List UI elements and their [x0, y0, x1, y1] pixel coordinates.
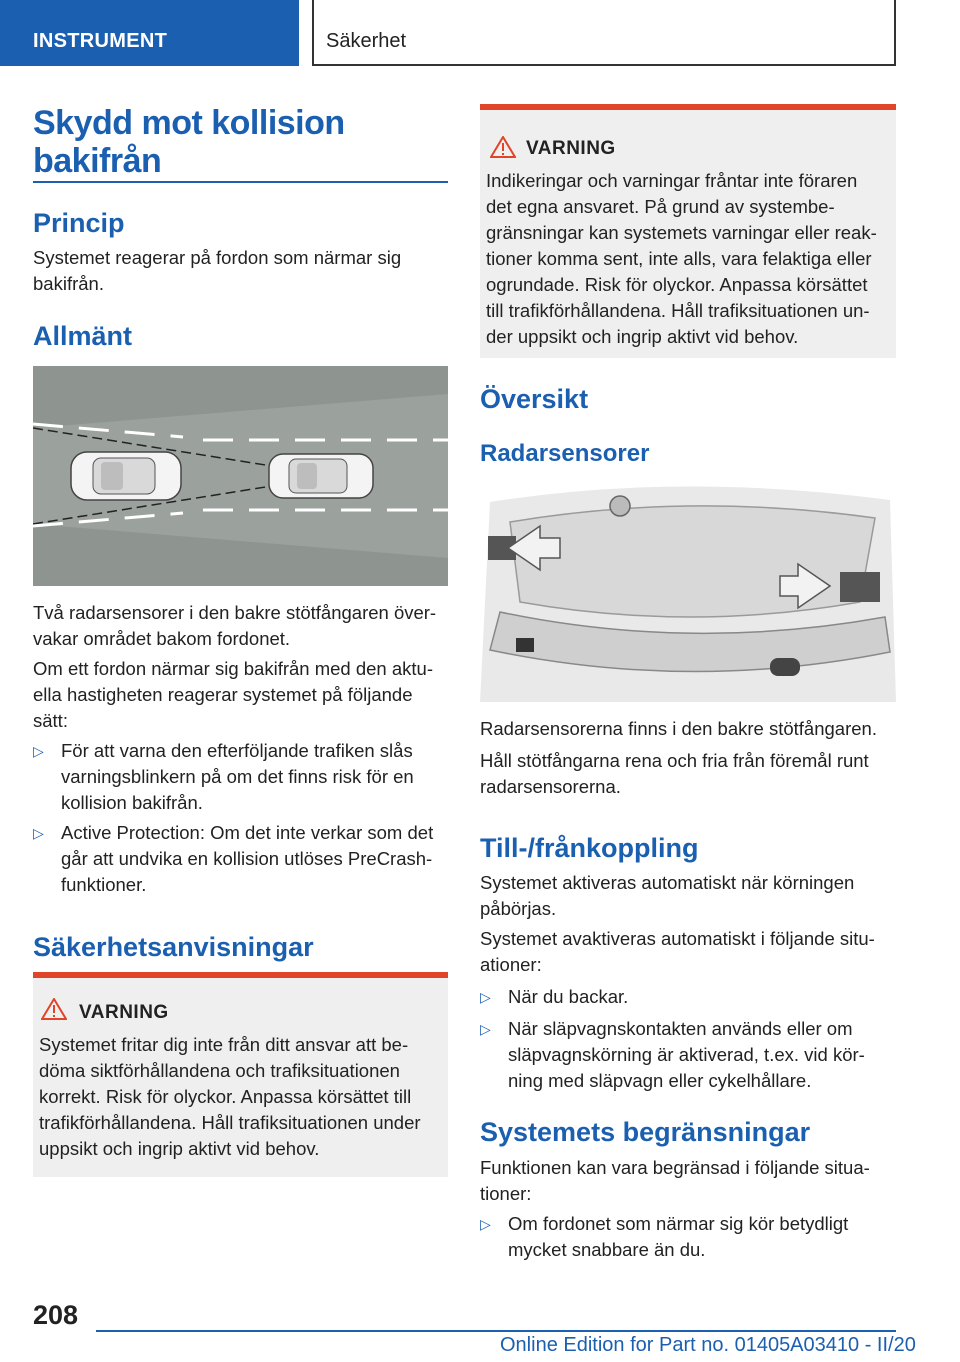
text-line: uppsikt och ingrip aktivt vid behov. — [39, 1138, 320, 1159]
heading-allmant: Allmänt — [33, 321, 133, 351]
text-line: ogrundade. Risk för olyckor. Anpassa körsättet — [486, 274, 868, 295]
triangle-bullet-icon: ▷ — [33, 743, 44, 759]
list-item — [480, 984, 628, 1010]
text-line: tioner: — [480, 1183, 532, 1204]
title-divider — [33, 181, 448, 183]
heading-systemets-begransningar: Systemets begränsningar — [480, 1117, 811, 1147]
warning-title: VARNING — [526, 138, 616, 159]
triangle-bullet-icon: ▷ — [480, 989, 491, 1005]
warning-text — [486, 168, 877, 350]
list-item — [480, 1211, 848, 1263]
page-number: 208 — [33, 1300, 79, 1330]
page-title — [33, 104, 345, 180]
text-line: Systemet reagerar på fordon som närmar sig — [33, 247, 402, 268]
till-paragraph-1 — [480, 870, 854, 922]
text-line: Systemet aktiveras automatiskt när körningen — [480, 872, 855, 893]
text-line: För att varna den efterföljande trafiken slås — [61, 740, 413, 761]
chapter-title: Säkerhet — [312, 0, 896, 66]
warning-box — [480, 104, 896, 358]
text-line: döma siktförhållandena och trafiksituationen — [39, 1060, 400, 1081]
princip-text — [33, 245, 401, 297]
footer-divider — [96, 1330, 896, 1332]
warning-box — [33, 972, 448, 1177]
list-item — [33, 738, 414, 816]
text-line: När du backar. — [508, 986, 629, 1007]
triangle-bullet-icon: ▷ — [33, 825, 44, 841]
text-line: påbörjas. — [480, 898, 557, 919]
heading-princip: Princip — [33, 208, 125, 238]
heading-radarsensorer: Radarsensorer — [480, 440, 650, 467]
till-paragraph-2 — [480, 926, 875, 978]
text-line: Systemet fritar dig inte från ditt ansvar att be‐ — [39, 1034, 409, 1055]
list-item — [33, 820, 433, 898]
text-line: Två radarsensorer i den bakre stötfångaren över‐ — [33, 602, 437, 623]
begr-paragraph — [480, 1155, 870, 1207]
text-line: ella hastigheten reagerar systemet på följande — [33, 684, 413, 705]
text-line: radarsensorerna. — [480, 776, 621, 797]
heading-oversikt: Översikt — [480, 384, 589, 414]
warning-triangle-icon — [41, 998, 67, 1020]
heading-sakerhetsanvisningar: Säkerhetsanvisningar — [33, 932, 314, 962]
text-line: kollision bakifrån. — [61, 792, 203, 813]
text-line: går att undvika en kollision utlöses PreCrash- — [61, 848, 433, 869]
text-line: Indikeringar och varningar fråntar inte föraren — [486, 170, 858, 191]
text-line: släpvagnskörning är aktiverad, t.ex. vid kör‐ — [508, 1044, 865, 1065]
collision-illustration — [33, 366, 448, 586]
text-line: Active Protection: Om det inte verkar som det — [61, 822, 434, 843]
text-line: Funktionen kan vara begränsad i följande situa‐ — [480, 1157, 870, 1178]
text-line: vakar området bakom fordonet. — [33, 628, 291, 649]
text-line: När släpvagnskontakten används eller om — [508, 1018, 853, 1039]
text-line: bakifrån. — [33, 273, 104, 294]
text-line: der uppsikt och ingrip aktivt vid behov. — [486, 326, 799, 347]
text-line: trafikförhållandena. Håll trafiksituationen under — [39, 1112, 421, 1133]
radar-paragraph-1: Radarsensorerna finns i den bakre stötfångaren. — [480, 718, 877, 739]
text-line: det egna ansvaret. På grund av systembe‐ — [486, 196, 835, 217]
text-line: sätt: — [33, 710, 68, 731]
list-item — [480, 1016, 865, 1094]
page-title-line: Skydd mot kollision — [33, 104, 345, 142]
warning-triangle-icon — [490, 136, 516, 158]
triangle-bullet-icon: ▷ — [480, 1021, 491, 1037]
text-line: korrekt. Risk för olyckor. Anpassa körsättet till — [39, 1086, 412, 1107]
warning-title: VARNING — [79, 1002, 169, 1023]
text-line: tioner komma sent, inte alls, vara felaktiga eller — [486, 248, 872, 269]
heading-till-frankoppling: Till-/frånkoppling — [480, 833, 699, 863]
text-line: till trafikförhållandena. Håll trafiksituationen un‐ — [486, 300, 870, 321]
edition-link[interactable]: Online Edition for Part no. 01405A03410 - II/20 — [500, 1334, 916, 1356]
text-line: Om ett fordon närmar sig bakifrån med den aktu‐ — [33, 658, 433, 679]
page-title-line: bakifrån — [33, 142, 162, 180]
text-line: Systemet avaktiveras automatiskt i följande situ‐ — [480, 928, 875, 949]
text-line: funktioner. — [61, 874, 147, 895]
bumper-illustration — [480, 482, 896, 702]
rear-car — [71, 452, 181, 500]
text-line: varningsblinkern på om det finns risk för en — [61, 766, 414, 787]
radar-paragraph-2 — [480, 748, 869, 800]
text-line: ationer: — [480, 954, 542, 975]
text-line: gränsningar kan systemets varningar eller reak‐ — [486, 222, 877, 243]
front-car — [269, 454, 373, 498]
text-line: mycket snabbare än du. — [508, 1239, 706, 1260]
text-line: Håll stötfångarna rena och fria från föremål runt — [480, 750, 869, 771]
text-line: Om fordonet som närmar sig kör betydligt — [508, 1213, 849, 1234]
section-tab[interactable]: INSTRUMENT — [0, 0, 299, 66]
triangle-bullet-icon: ▷ — [480, 1216, 491, 1232]
allmant-paragraph-2 — [33, 656, 433, 734]
warning-text — [39, 1032, 421, 1162]
allmant-paragraph-1 — [33, 600, 436, 652]
text-line: ning med släpvagn eller cykelhållare. — [508, 1070, 812, 1091]
